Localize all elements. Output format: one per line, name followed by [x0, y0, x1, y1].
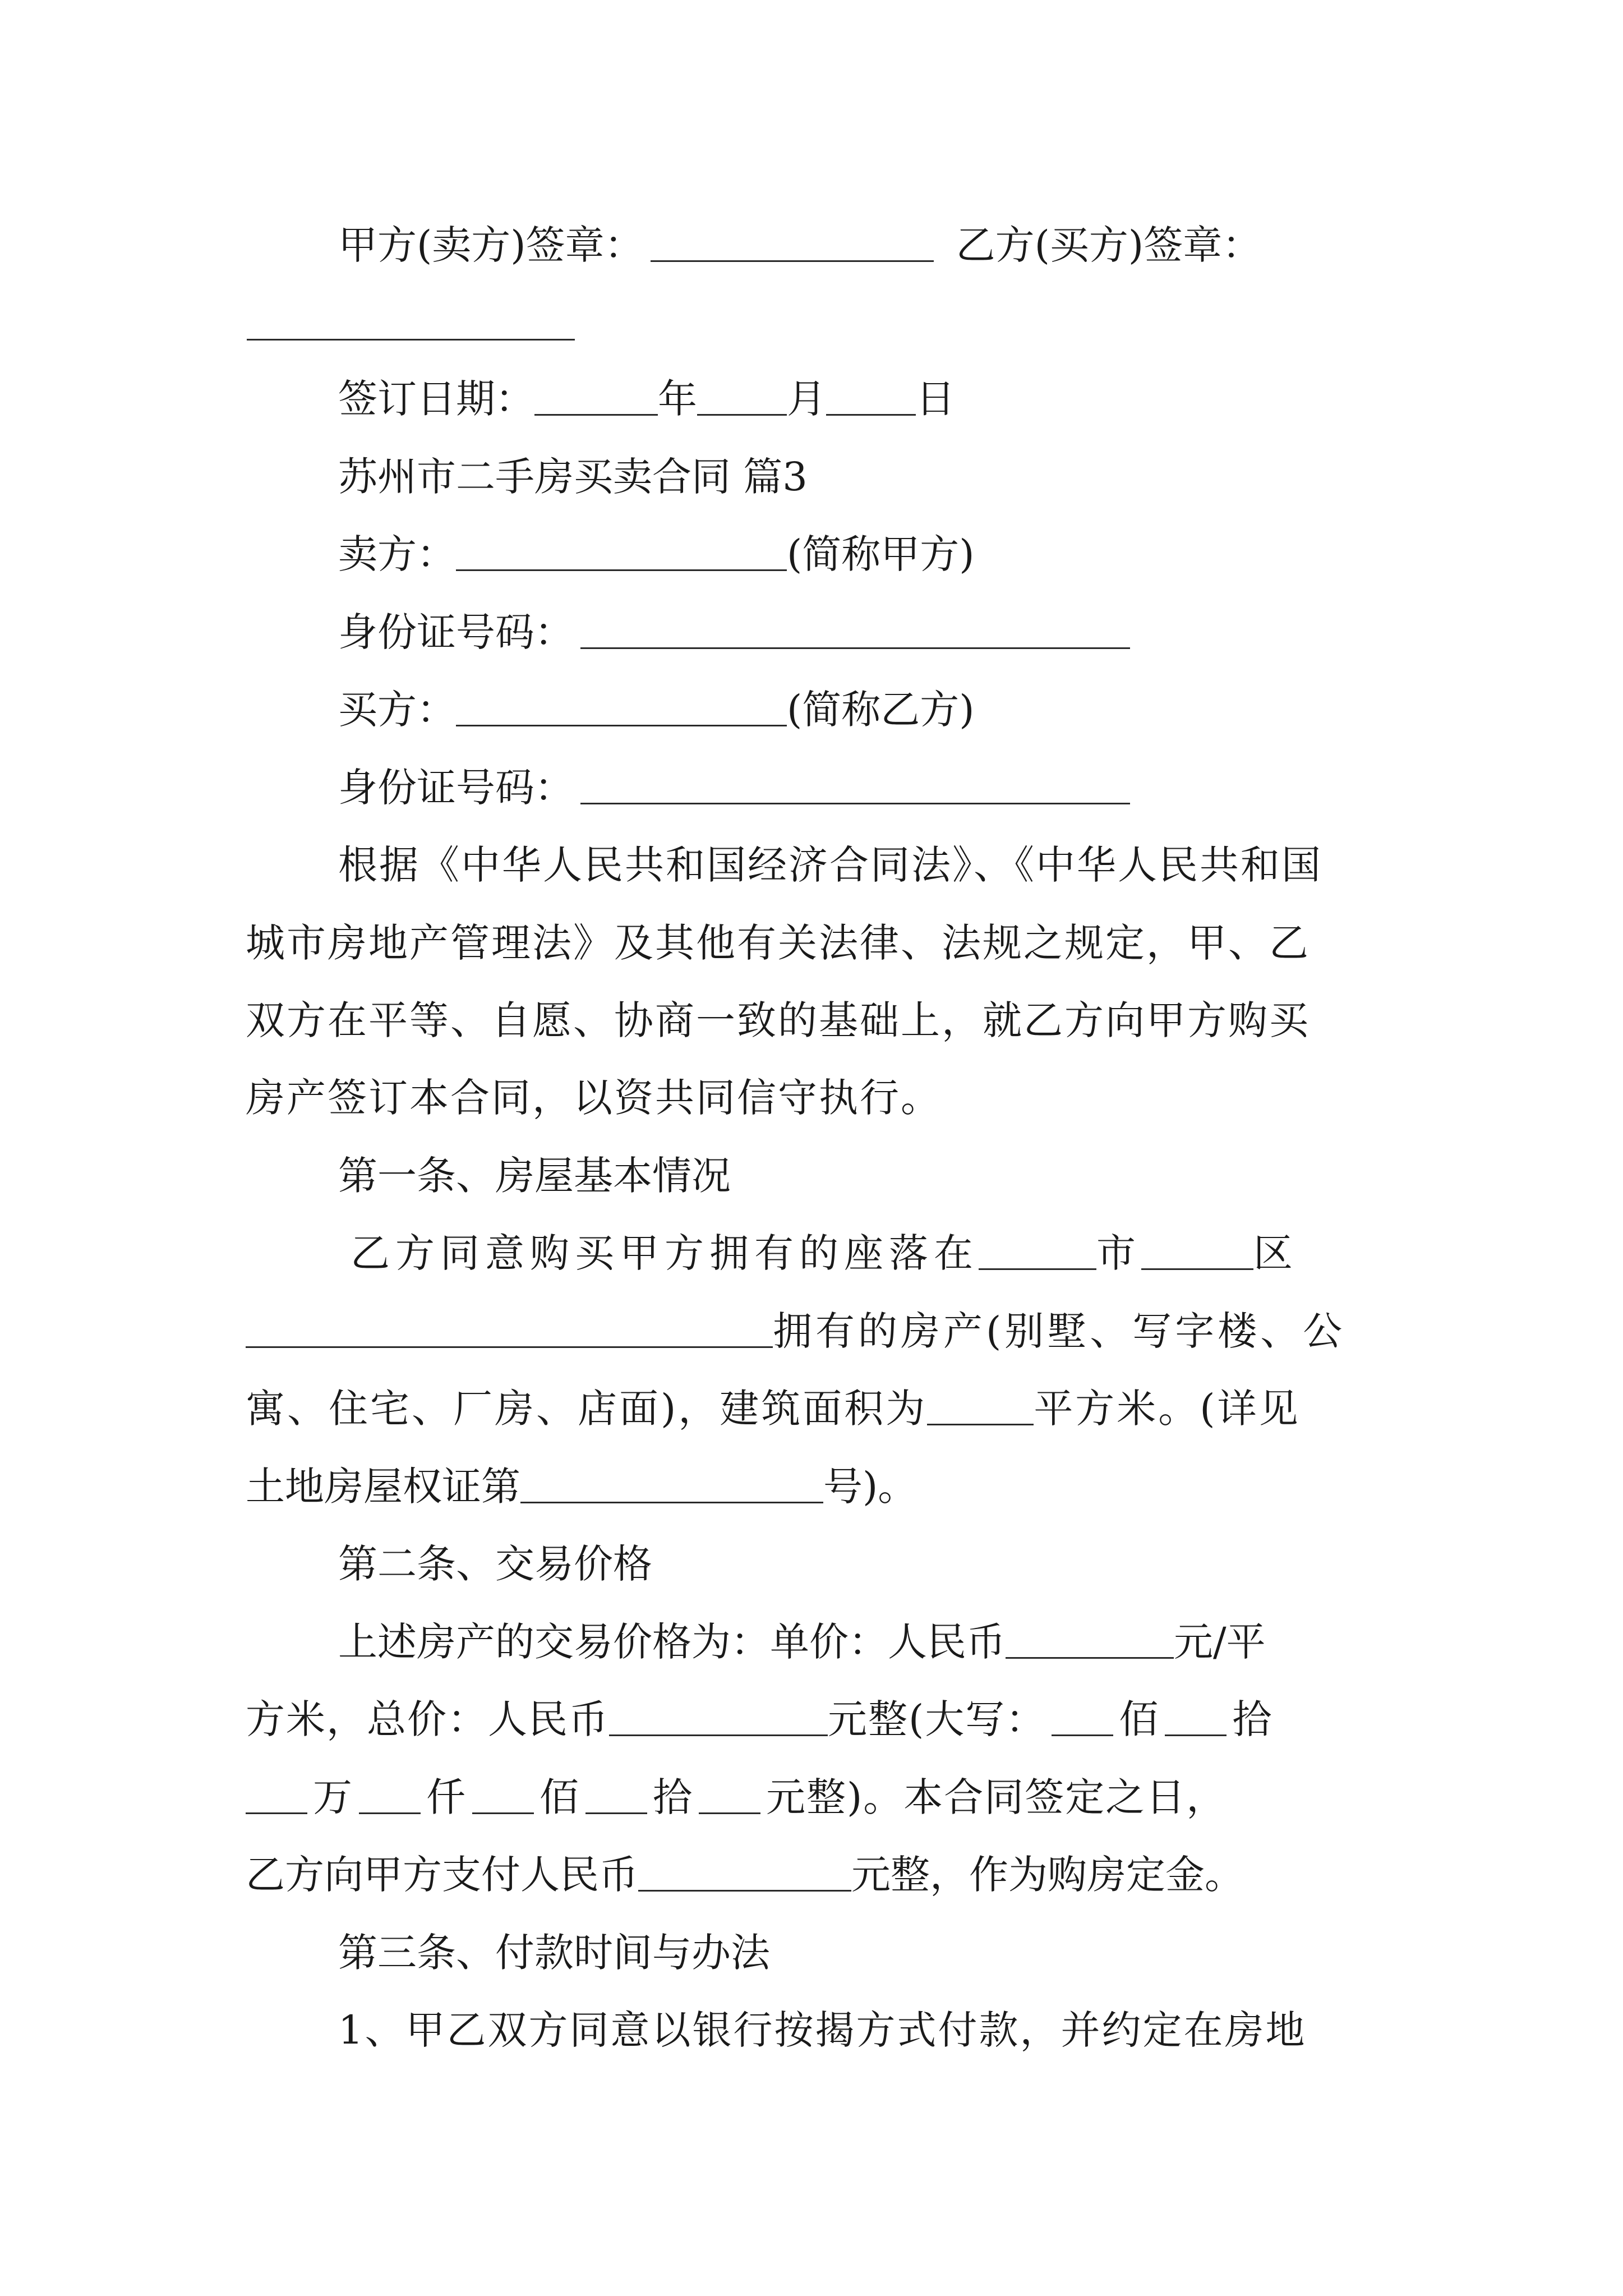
- unit-price-blank: [1006, 1657, 1174, 1659]
- capital-shi2-label: 拾: [653, 1774, 693, 1820]
- article-1-line-3: [246, 1386, 1301, 1432]
- article-1-location-text: 乙方同意购买甲方拥有的座落在: [351, 1230, 979, 1276]
- buyer-name-blank: [456, 725, 787, 726]
- certificate-suffix: 号)。: [823, 1464, 917, 1510]
- property-type-text-cont: 寓、住宅、厂房、店面)，建筑面积为: [246, 1386, 928, 1432]
- capital-ten-thousand-tens-blank: [1165, 1734, 1227, 1736]
- seller-id-line: [338, 609, 1130, 655]
- party-a-signature-blank: [651, 260, 934, 262]
- seller-id-label: 身份证号码：: [338, 609, 574, 655]
- buyer-line: [338, 687, 975, 733]
- capital-wan-label: 万: [313, 1774, 353, 1820]
- capital-shi-label: 拾: [1232, 1696, 1273, 1742]
- city-label: 市: [1096, 1230, 1141, 1276]
- deposit-suffix: 元整，作为购房定金。: [851, 1852, 1244, 1898]
- seller-id-blank: [580, 647, 1130, 649]
- city-blank: [979, 1268, 1096, 1270]
- seller-label: 卖方：: [338, 531, 456, 577]
- capital-yuan-blank: [699, 1812, 760, 1814]
- buyer-abbr: (简称乙方): [787, 687, 975, 733]
- article-2-line-4: [246, 1852, 1244, 1898]
- certificate-label: 土地房屋权证第: [246, 1464, 520, 1510]
- sign-date-label: 签订日期：: [338, 376, 534, 422]
- article-3-line-1: 1、甲乙双方同意以银行按揭方式付款，并约定在房地: [338, 2007, 1307, 2053]
- article-2-title: 第二条、交易价格: [338, 1541, 652, 1587]
- unit-price-unit: 元/平: [1174, 1619, 1266, 1665]
- total-price-capital-label: 元整(大写：: [828, 1696, 1046, 1742]
- sign-day-blank: [826, 414, 916, 416]
- total-price-text: 方米，总价：人民币: [246, 1696, 609, 1742]
- article-1-title: 第一条、房屋基本情况: [338, 1153, 731, 1199]
- capital-qian-label: 仟: [426, 1774, 467, 1820]
- capital-qian-blank: [359, 1812, 421, 1814]
- party-b-signature-blank: [247, 339, 575, 341]
- party-b-signature-blank-line: [247, 307, 575, 347]
- buyer-id-label: 身份证号码：: [338, 765, 574, 811]
- article-1-line-1: [351, 1230, 1298, 1276]
- certificate-number-blank: [520, 1502, 823, 1503]
- area-unit-text: 平方米。(详见: [1034, 1386, 1301, 1432]
- intro-line-3: 双方在平等、自愿、协商一致的基础上，就乙方向甲方购买: [246, 997, 1310, 1043]
- sign-date-line: [338, 376, 955, 422]
- seller-abbr: (简称甲方): [787, 531, 975, 577]
- capital-bai2-label: 佰: [540, 1774, 580, 1820]
- article-1-line-2: [246, 1308, 1346, 1354]
- intro-line-1: 根据《中华人民共和国经济合同法》、《中华人民共和国: [338, 842, 1322, 888]
- party-a-signature-label: 甲方(卖方)签章：: [338, 222, 644, 268]
- intro-line-4: 房产签订本合同，以资共同信守执行。: [246, 1075, 942, 1121]
- intro-line-2: 城市房地产管理法》及其他有关法律、法规之规定，甲、乙: [246, 920, 1310, 966]
- sign-month-label: 月: [787, 376, 826, 422]
- address-blank: [246, 1346, 773, 1348]
- unit-price-text: 上述房产的交易价格为：单价：人民币: [338, 1619, 1006, 1665]
- capital-wan-blank: [246, 1812, 307, 1814]
- signature-line: [338, 222, 1262, 268]
- capital-bai-blank: [472, 1812, 534, 1814]
- deposit-blank: [638, 1890, 851, 1892]
- capital-bai-label: 佰: [1119, 1696, 1160, 1742]
- article-1-line-4: [246, 1464, 917, 1510]
- district-label: 区: [1253, 1230, 1298, 1276]
- sign-day-label: 日: [916, 376, 955, 422]
- sign-year-label: 年: [658, 376, 697, 422]
- seller-name-blank: [456, 569, 787, 571]
- property-type-text: 拥有的房产(别墅、写字楼、公: [773, 1308, 1346, 1354]
- sign-month-blank: [697, 414, 787, 416]
- article-2-line-1: [338, 1619, 1266, 1665]
- total-price-blank: [609, 1734, 828, 1736]
- area-blank: [927, 1424, 1034, 1425]
- district-blank: [1141, 1268, 1253, 1270]
- article-2-line-3: [246, 1774, 1227, 1820]
- capital-yuan-text: 元整)。本合同签定之日，: [766, 1774, 1227, 1820]
- article-2-line-2: [246, 1696, 1273, 1742]
- buyer-label: 买方：: [338, 687, 456, 733]
- party-b-signature-label: 乙方(买方)签章：: [956, 222, 1262, 268]
- deposit-text: 乙方向甲方支付人民币: [246, 1852, 638, 1898]
- capital-shi-blank: [585, 1812, 647, 1814]
- contract-heading: 苏州市二手房买卖合同 篇3: [338, 454, 808, 500]
- article-3-title: 第三条、付款时间与办法: [338, 1930, 770, 1976]
- buyer-id-blank: [580, 803, 1130, 804]
- seller-line: [338, 531, 975, 577]
- capital-hundred-thousand-blank: [1052, 1734, 1113, 1736]
- sign-year-blank: [534, 414, 658, 416]
- buyer-id-line: [338, 765, 1130, 811]
